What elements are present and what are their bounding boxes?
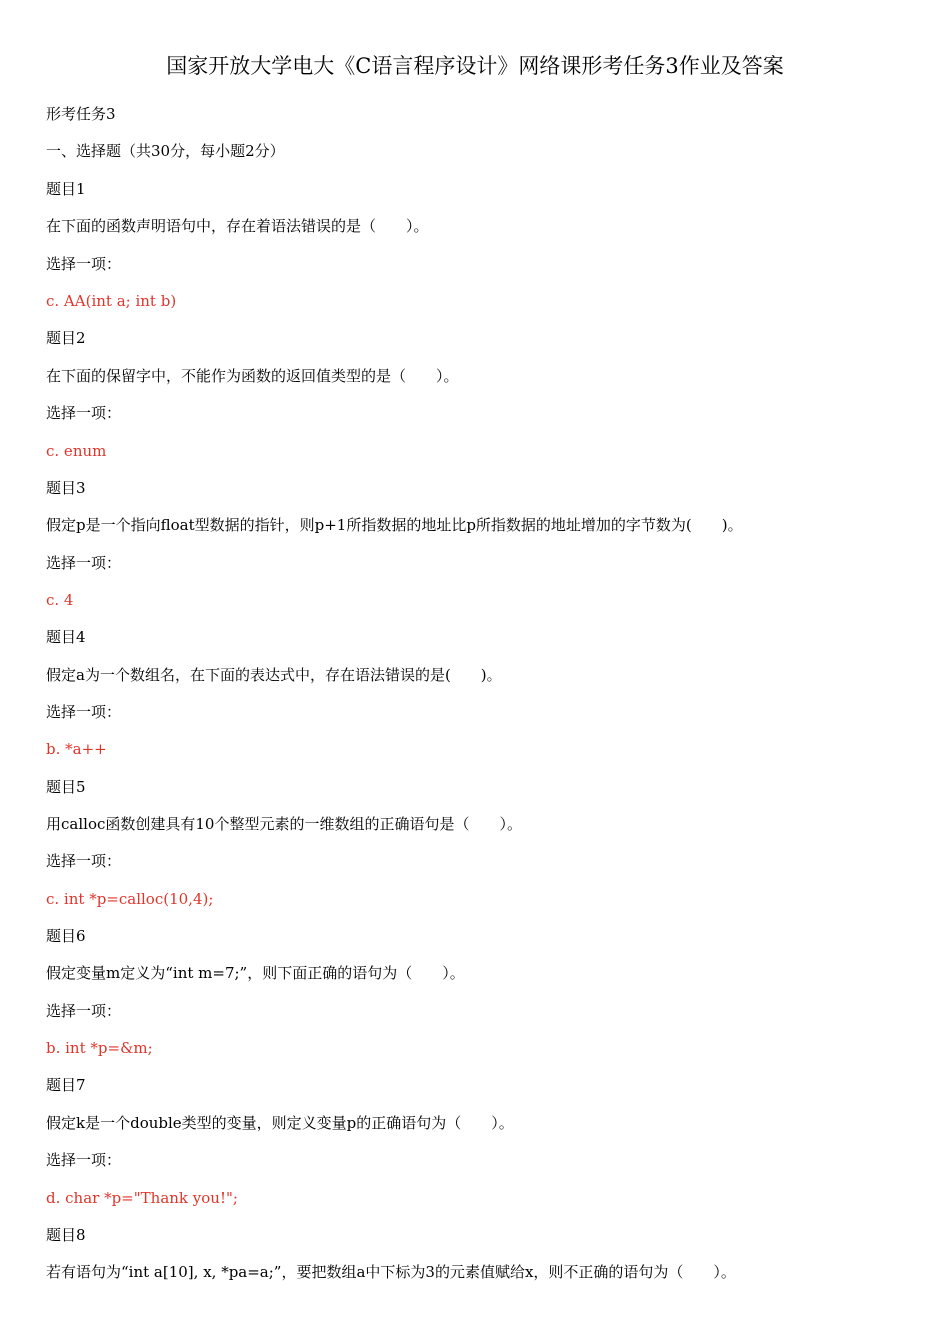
question-1-number: 题目1 bbox=[46, 180, 86, 198]
question-4-prompt: 选择一项： bbox=[46, 703, 122, 721]
question-7-number: 题目7 bbox=[46, 1076, 86, 1094]
question-1-prompt: 选择一项： bbox=[46, 255, 122, 273]
question-2-prompt: 选择一项： bbox=[46, 404, 122, 422]
question-2-number: 题目2 bbox=[46, 329, 86, 347]
question-4-stem: 假定a为一个数组名，在下面的表达式中，存在语法错误的是( )。 bbox=[46, 666, 502, 684]
question-3-answer: c. 4 bbox=[46, 591, 74, 609]
question-4-answer: b. *a++ bbox=[46, 740, 107, 758]
question-5-number: 题目5 bbox=[46, 778, 86, 796]
task-label: 形考任务3 bbox=[46, 105, 116, 123]
question-6-number: 题目6 bbox=[46, 927, 86, 945]
question-6-answer: b. int *p=&m; bbox=[46, 1039, 153, 1057]
question-1-answer: c. AA(int a; int b) bbox=[46, 292, 177, 310]
question-8-number: 题目8 bbox=[46, 1226, 86, 1244]
question-6-stem: 假定变量m定义为“int m=7;”，则下面正确的语句为（ ）。 bbox=[46, 964, 465, 982]
question-1-stem: 在下面的函数声明语句中，存在着语法错误的是（ ）。 bbox=[46, 217, 429, 235]
question-3-stem: 假定p是一个指向float型数据的指针，则p+1所指数据的地址比p所指数据的地址增加的字节数为( )。 bbox=[46, 516, 743, 534]
question-8-stem: 若有语句为“int a[10], x, *pa=a;”，要把数组a中下标为3的元素值赋给x，则不正确的语句为（ ）。 bbox=[46, 1263, 736, 1281]
question-7-prompt: 选择一项： bbox=[46, 1151, 122, 1169]
question-6-prompt: 选择一项： bbox=[46, 1002, 122, 1020]
question-3-number: 题目3 bbox=[46, 479, 86, 497]
question-7-answer: d. char *p="Thank you!"; bbox=[46, 1189, 238, 1207]
section-heading: 一、选择题（共30分，每小题2分） bbox=[46, 142, 285, 160]
document-title: 国家开放大学电大《C语言程序设计》网络课形考任务3作业及答案 bbox=[166, 54, 784, 78]
question-7-stem: 假定k是一个double类型的变量，则定义变量p的正确语句为（ ）。 bbox=[46, 1114, 514, 1132]
question-4-number: 题目4 bbox=[46, 628, 86, 646]
question-5-stem: 用calloc函数创建具有10个整型元素的一维数组的正确语句是（ ）。 bbox=[46, 815, 522, 833]
question-2-stem: 在下面的保留字中，不能作为函数的返回值类型的是（ ）。 bbox=[46, 367, 459, 385]
question-5-prompt: 选择一项： bbox=[46, 852, 122, 870]
question-2-answer: c. enum bbox=[46, 442, 107, 460]
question-5-answer: c. int *p=calloc(10,4); bbox=[46, 890, 214, 908]
question-3-prompt: 选择一项： bbox=[46, 554, 122, 572]
